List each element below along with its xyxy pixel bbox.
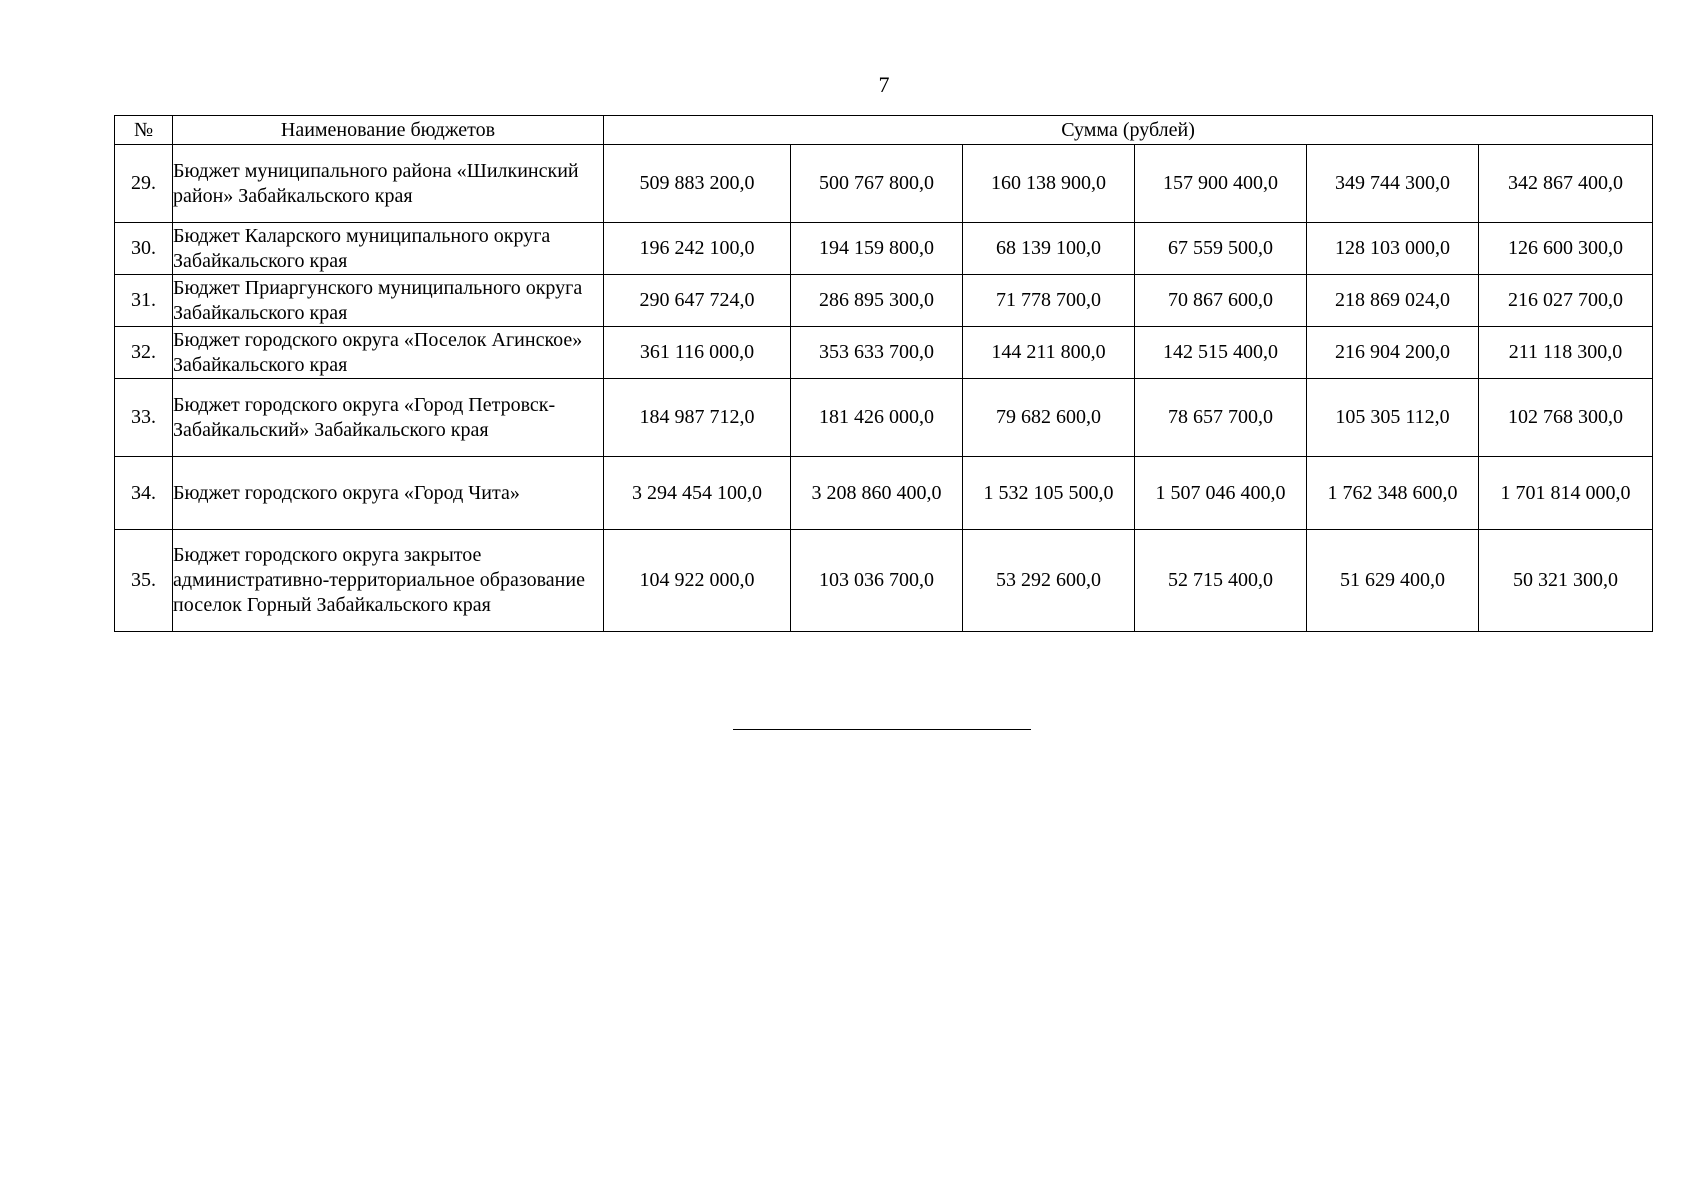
sum-cell: 79 682 600,0 [963, 379, 1135, 457]
sum-cell: 128 103 000,0 [1307, 223, 1479, 275]
table-row [115, 223, 1653, 275]
sum-cell: 51 629 400,0 [1307, 530, 1479, 632]
sum-cell: 286 895 300,0 [791, 275, 963, 327]
sum-cell: 353 633 700,0 [791, 327, 963, 379]
sum-cell: 194 159 800,0 [791, 223, 963, 275]
sum-cell: 70 867 600,0 [1135, 275, 1307, 327]
sum-cell: 196 242 100,0 [604, 223, 791, 275]
header-num: № [115, 116, 173, 145]
sum-cell: 78 657 700,0 [1135, 379, 1307, 457]
budget-name: Бюджет Приаргунского муниципального округа Забайкальского края [173, 275, 604, 327]
sum-cell: 102 768 300,0 [1479, 379, 1653, 457]
sum-cell: 52 715 400,0 [1135, 530, 1307, 632]
sum-cell: 3 294 454 100,0 [604, 457, 791, 530]
sum-cell: 53 292 600,0 [963, 530, 1135, 632]
sum-cell: 181 426 000,0 [791, 379, 963, 457]
header-name: Наименование бюджетов [173, 116, 604, 145]
row-number: 34. [115, 457, 173, 530]
sum-cell: 104 922 000,0 [604, 530, 791, 632]
table-row [115, 145, 1653, 223]
table-row [115, 530, 1653, 632]
sum-cell: 216 904 200,0 [1307, 327, 1479, 379]
table-header-row [115, 116, 1653, 145]
row-number: 29. [115, 145, 173, 223]
sum-cell: 3 208 860 400,0 [791, 457, 963, 530]
sum-cell: 509 883 200,0 [604, 145, 791, 223]
sum-cell: 67 559 500,0 [1135, 223, 1307, 275]
sum-cell: 144 211 800,0 [963, 327, 1135, 379]
sum-cell: 1 762 348 600,0 [1307, 457, 1479, 530]
sum-cell: 1 532 105 500,0 [963, 457, 1135, 530]
budget-name: Бюджет муниципального района «Шилкинский район» Забайкальского края [173, 145, 604, 223]
row-number: 35. [115, 530, 173, 632]
sum-cell: 218 869 024,0 [1307, 275, 1479, 327]
row-number: 31. [115, 275, 173, 327]
sum-cell: 216 027 700,0 [1479, 275, 1653, 327]
table-row [115, 275, 1653, 327]
sum-cell: 142 515 400,0 [1135, 327, 1307, 379]
budget-name: Бюджет городского округа «Город Чита» [173, 457, 604, 530]
table-row [115, 379, 1653, 457]
sum-cell: 71 778 700,0 [963, 275, 1135, 327]
sum-cell: 211 118 300,0 [1479, 327, 1653, 379]
closing-line [733, 729, 1031, 730]
sum-cell: 500 767 800,0 [791, 145, 963, 223]
sum-cell: 184 987 712,0 [604, 379, 791, 457]
sum-cell: 290 647 724,0 [604, 275, 791, 327]
sum-cell: 160 138 900,0 [963, 145, 1135, 223]
sum-cell: 50 321 300,0 [1479, 530, 1653, 632]
budget-name: Бюджет городского округа «Город Петровск-Забайкальский» Забайкальского края [173, 379, 604, 457]
row-number: 32. [115, 327, 173, 379]
budget-name: Бюджет городского округа «Поселок Агинское» Забайкальского края [173, 327, 604, 379]
budget-name: Бюджет Каларского муниципального округа Забайкальского края [173, 223, 604, 275]
sum-cell: 361 116 000,0 [604, 327, 791, 379]
sum-cell: 342 867 400,0 [1479, 145, 1653, 223]
row-number: 30. [115, 223, 173, 275]
sum-cell: 126 600 300,0 [1479, 223, 1653, 275]
sum-cell: 103 036 700,0 [791, 530, 963, 632]
row-number: 33. [115, 379, 173, 457]
budget-table [114, 115, 1653, 632]
sum-cell: 1 701 814 000,0 [1479, 457, 1653, 530]
table-row [115, 327, 1653, 379]
header-sum: Сумма (рублей) [604, 116, 1653, 145]
sum-cell: 105 305 112,0 [1307, 379, 1479, 457]
sum-cell: 1 507 046 400,0 [1135, 457, 1307, 530]
sum-cell: 349 744 300,0 [1307, 145, 1479, 223]
table-row [115, 457, 1653, 530]
budget-name: Бюджет городского округа закрытое административно-территориальное образование поселок Горный Забайкальского края [173, 530, 604, 632]
page-number: 7 [878, 72, 890, 97]
sum-cell: 68 139 100,0 [963, 223, 1135, 275]
sum-cell: 157 900 400,0 [1135, 145, 1307, 223]
